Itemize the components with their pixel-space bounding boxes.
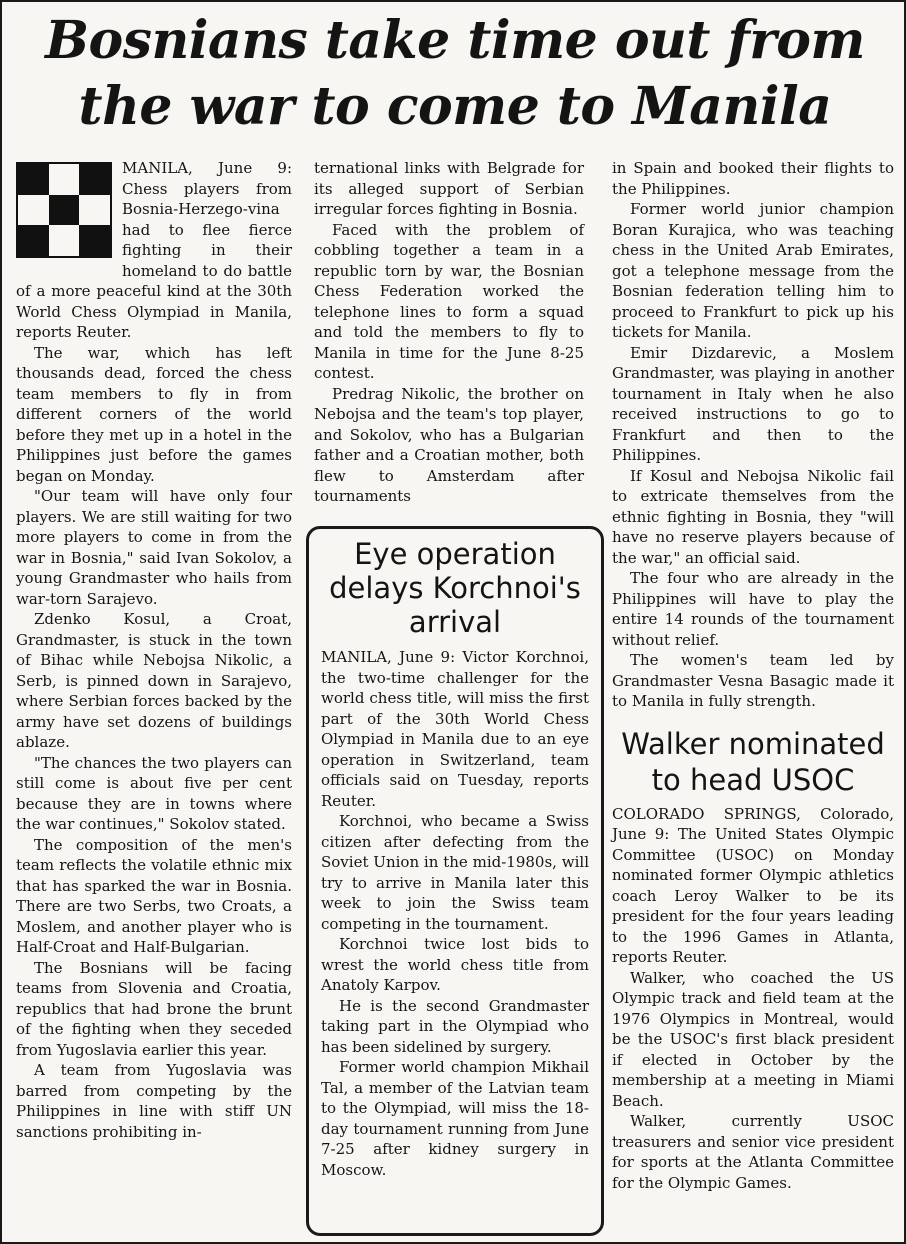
paragraph: "The chances the two players can still come is about five per cent because they are in towns where the war continues," Sokolov stated. — [16, 753, 292, 833]
sidebar-story-box — [306, 526, 604, 1236]
third-story-headline: Walker nominated to head USOC — [621, 726, 885, 797]
paragraph: The Bosnians will be facing teams from Slovenia and Croatia, republics that had brone the brunt of the fighting when they seceded from Yugoslavia earlier this year. — [16, 958, 292, 1059]
main-story-column-1 — [16, 158, 292, 1142]
paragraph: He is the second Grandmaster taking part in the Olympiad who has been sidelined by surgery. — [321, 996, 589, 1056]
chessboard-icon — [16, 162, 112, 258]
paragraph: If Kosul and Nebojsa Nikolic fail to extricate themselves from the ethnic fighting in Bosnia, they "will have no reserve players because of the war," an official said. — [612, 466, 894, 567]
paragraph: MANILA, June 9: Chess players from Bosnia-Herzego-vina had to flee fierce fighting in their homeland to do battle of a more peaceful kind at the 30th World Chess Olympiad in Manila, reports Reuter. — [16, 159, 292, 341]
main-story-column-3 — [612, 158, 894, 1193]
paragraph: MANILA, June 9: Victor Korchnoi, the two-time challenger for the world chess title, will miss the first part of the 30th World Chess Olympiad in Manila due to an eye operation in Switzerland, team officials said on Tuesday, reports Reuter. — [321, 648, 589, 810]
paragraph: COLORADO SPRINGS, Colorado, June 9: The United States Olympic Committee (USOC) on Monday nominated former Olympic athletics coach Leroy Walker to be its president for the four years leading to the 1996 Games in Atlanta, reports Reuter. — [612, 804, 894, 966]
paragraph: Emir Dizdarevic, a Moslem Grandmaster, was playing in another tournament in Italy when he also received instructions to go to Frankfurt and then to the Philippines. — [612, 343, 894, 464]
paragraph: Zdenko Kosul, a Croat, Grandmaster, is stuck in the town of Bihac while Nebojsa Nikolic, a Serb, is pinned down in Sarajevo, where Serbian forces backed by the army have set dozens of buildings ablaze. — [16, 610, 292, 751]
paragraph: The war, which has left thousands dead, forced the chess team members to fly in from different corners of the world before they met up in a hotel in the Philippines just before the games began on Monday. — [16, 343, 292, 485]
paragraph: Predrag Nikolic, the brother on Nebojsa and the team's top player, and Sokolov, who has a Bulgarian father and a Croatian mother, both flew to Amsterdam after tournaments — [314, 384, 584, 505]
paragraph: A team from Yugoslavia was barred from competing by the Philippines in line with stiff UN sanctions prohibiting in- — [16, 1061, 292, 1141]
paragraph: The four who are already in the Philippines will have to play the entire 14 rounds of the tournament without relief. — [612, 569, 894, 649]
paragraph: Walker, currently USOC treasurers and senior vice president for sports at the Atlanta Committee for the Olympic Games. — [612, 1112, 894, 1192]
paragraph: The women's team led by Grandmaster Vesna Basagic made it to Manila in fully strength. — [612, 651, 894, 710]
sidebar-story-body — [321, 647, 589, 1180]
headline: Bosnians take time out from the war to come to Manila — [45, 10, 865, 137]
main-story-column-2 — [314, 158, 584, 507]
paragraph: "Our team will have only four players. We are still waiting for two more players to come in from the war in Bosnia," said Ivan Sokolov, a young Grandmaster who hails from war-torn Sarajevo. — [16, 487, 292, 608]
paragraph: Korchnoi twice lost bids to wrest the world chess title from Anatoly Karpov. — [321, 935, 589, 994]
paragraph: Former world junior champion Boran Kurajica, who was teaching chess in the United Arab Emirates, got a telephone message from the Bosnian federation telling him to proceed to Frankfurt to pick up his tickets for Manila. — [612, 200, 894, 341]
paragraph: ternational links with Belgrade for its alleged support of Serbian irregular forces fighting in Bosnia. — [314, 159, 584, 218]
paragraph: Faced with the problem of cobbling together a team in a republic torn by war, the Bosnian Chess Federation worked the telephone lines to form a squad and told the members to fly to Manila in time for the June 8-25 contest. — [314, 220, 584, 382]
paragraph: in Spain and booked their flights to the Philippines. — [612, 159, 894, 198]
paragraph: The composition of the men's team reflects the volatile ethnic mix that has sparked the war in Bosnia. There are two Serbs, two Croats, a Moslem, and another player who is Half-Croat and Half-Bulgarian. — [16, 835, 292, 956]
paragraph: Former world champion Mikhail Tal, a member of the Latvian team to the Olympiad, will miss the 18-day tournament running from June 7-25 after kidney surgery in Moscow. — [321, 1058, 589, 1179]
paragraph: Korchnoi, who became a Swiss citizen after defecting from the Soviet Union in the mid-1980s, will try to arrive in Manila later this week to join the Swiss team competing in the tournament. — [321, 812, 589, 933]
paragraph: Walker, who coached the US Olympic track and field team at the 1976 Olympics in Montreal, would be the USOC's first black president if elected in October by the membership at a meeting in Miami Beach. — [612, 968, 894, 1110]
sidebar-story-headline: Eye operation delays Korchnoi's arrival — [329, 537, 581, 639]
